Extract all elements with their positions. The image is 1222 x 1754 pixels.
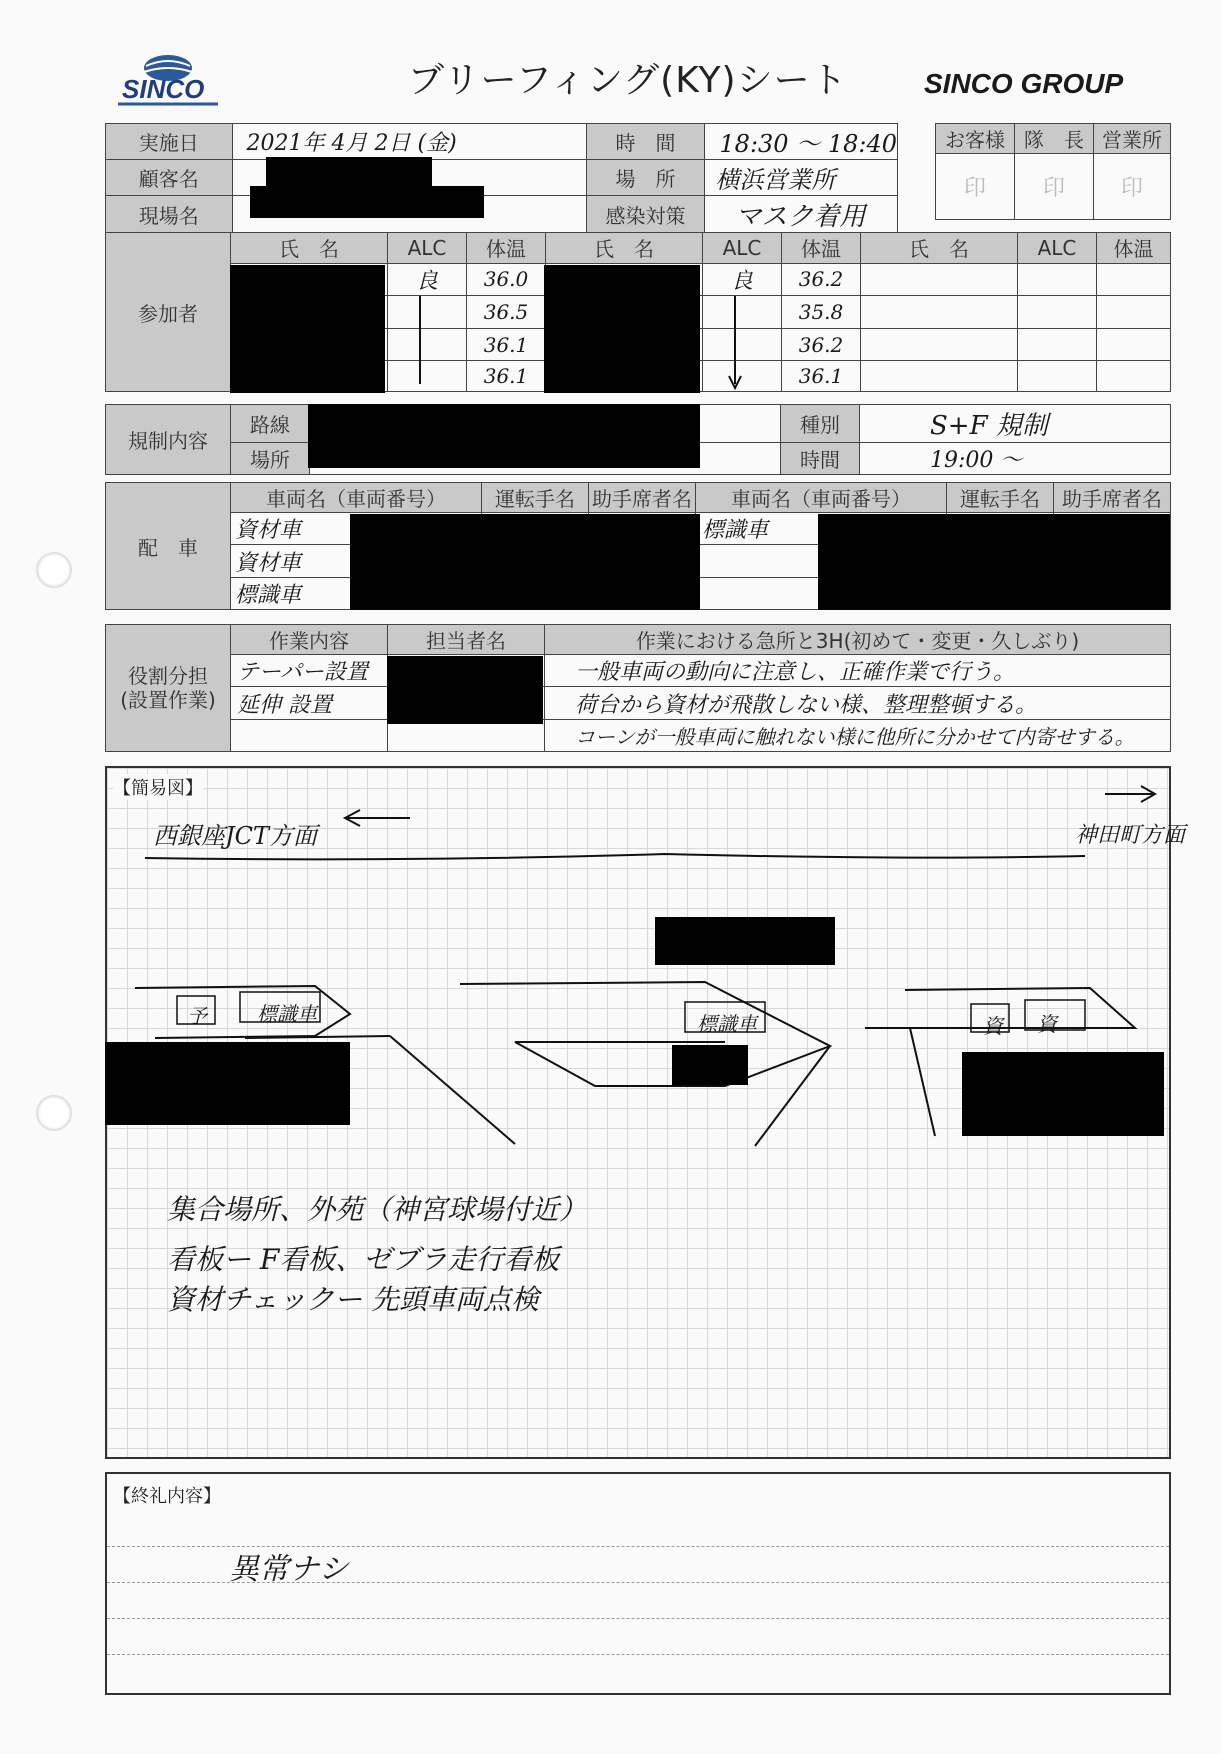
redacted-person bbox=[387, 656, 543, 724]
punch-hole-top bbox=[36, 552, 72, 588]
place-label: 場 所 bbox=[615, 167, 676, 191]
closing-label: 【終礼内容】 bbox=[113, 1486, 221, 1507]
stamp-mark-customer: 印 bbox=[963, 176, 986, 201]
left-direction: 西銀座JCT方面 bbox=[153, 822, 317, 850]
note-2: 看板ー F看板、ゼブラ走行看板 bbox=[167, 1243, 560, 1276]
roles-table bbox=[105, 624, 1171, 752]
regulation-place-label: 場所 bbox=[250, 448, 290, 472]
stamp-header-captain: 隊 長 bbox=[1024, 128, 1084, 152]
point-1: 一般車両の動向に注意し、正確作業で行う。 bbox=[575, 660, 1016, 686]
closing-text: 異常ナシ bbox=[229, 1552, 349, 1587]
redacted-route bbox=[308, 404, 700, 468]
time-label: 時 間 bbox=[615, 131, 676, 155]
col-vehicle-2: 車両名（車両番号） bbox=[731, 487, 911, 512]
arrow-left bbox=[345, 810, 410, 826]
alc-value-2: 良 bbox=[730, 268, 753, 294]
col-alc-2: ALC bbox=[722, 235, 762, 260]
center-trapezoid bbox=[460, 982, 830, 1086]
sign-left-2: 標識車 bbox=[257, 1002, 317, 1026]
sketch-label: 【簡易図】 bbox=[113, 774, 203, 800]
col-assistant-2: 助手席者名 bbox=[1062, 487, 1162, 512]
col-name-1: 氏 名 bbox=[279, 237, 339, 262]
right-direction: 神田町方面 bbox=[1075, 823, 1186, 848]
sign-left-1: 予 bbox=[187, 1004, 207, 1028]
type-label: 種別 bbox=[800, 413, 840, 437]
col-alc-3: ALC bbox=[1037, 235, 1077, 260]
col-temp-1: 体温 bbox=[486, 237, 526, 262]
time-value: 18:30 〜 18:40 bbox=[719, 130, 897, 158]
left-diagonal bbox=[390, 1036, 515, 1144]
col-vehicle-1: 車両名（車両番号） bbox=[266, 487, 446, 512]
sign-box-left-1 bbox=[177, 996, 215, 1024]
site-label: 現場名 bbox=[138, 204, 199, 228]
participants-label: 参加者 bbox=[138, 301, 198, 326]
logo-left-text: SINCO bbox=[122, 74, 205, 104]
col-name-2: 氏 名 bbox=[594, 237, 654, 262]
redacted-sketch-left bbox=[105, 1042, 350, 1125]
date-value: 2021年 4月 2日 (金) bbox=[246, 131, 457, 156]
vehicle-left-1: 資材車 bbox=[235, 518, 302, 544]
bay-left bbox=[135, 986, 350, 1038]
temp-1-3: 36.1 bbox=[483, 332, 529, 357]
col-points: 作業における急所と3H(初めて・変更・久しぶり) bbox=[635, 629, 1080, 654]
point-2: 荷台から資材が飛散しない様、整理整頓する。 bbox=[575, 692, 1038, 718]
col-alc-1: ALC bbox=[407, 235, 447, 260]
stamp-mark-captain: 印 bbox=[1042, 176, 1065, 201]
right-diagonal bbox=[910, 1028, 935, 1136]
sign-center: 標識車 bbox=[697, 1012, 757, 1036]
type-value: S+F 規制 bbox=[930, 411, 1048, 441]
vehicle-left-2: 資材車 bbox=[235, 550, 302, 576]
sign-right-1: 資 bbox=[983, 1014, 1003, 1038]
sign-box-right-2 bbox=[1025, 1000, 1085, 1030]
redacted-sketch-center bbox=[672, 1045, 748, 1085]
note-1: 集合場所、外苑（神宮球場付近） bbox=[167, 1193, 588, 1226]
stamp-header-customer: お客様 bbox=[945, 128, 1005, 152]
infection-value: マスク着用 bbox=[735, 202, 866, 232]
col-temp-2: 体温 bbox=[801, 237, 841, 262]
stamp-header-office: 営業所 bbox=[1102, 128, 1162, 152]
vehicle-left-3: 標識車 bbox=[235, 582, 302, 608]
page-title: ブリーフィング(KY)シート bbox=[408, 60, 848, 101]
work-item-2: 延伸 設置 bbox=[237, 692, 332, 718]
stamp-mark-office: 印 bbox=[1120, 176, 1143, 201]
col-person: 担当者名 bbox=[426, 629, 506, 654]
redacted-vehicles-left bbox=[350, 514, 700, 610]
vehicle-right-1: 標識車 bbox=[702, 518, 769, 544]
arrow-right bbox=[1105, 786, 1155, 802]
temp-1-2: 36.5 bbox=[483, 299, 529, 324]
bay-right bbox=[865, 988, 1135, 1028]
regulation-time-value: 19:00 〜 bbox=[930, 448, 1023, 473]
route-label: 路線 bbox=[250, 413, 290, 437]
alc-ditto-lines bbox=[0, 0, 1222, 400]
date-label: 実施日 bbox=[138, 131, 199, 155]
customer-label: 顧客名 bbox=[138, 167, 199, 191]
redacted-vehicles-right bbox=[818, 514, 1170, 610]
place-value: 横浜営業所 bbox=[715, 166, 836, 194]
regulation-time-label: 時間 bbox=[800, 448, 840, 472]
temp-2-2: 35.8 bbox=[798, 299, 844, 324]
temp-1-4: 36.1 bbox=[483, 364, 529, 389]
temp-2-1: 36.2 bbox=[798, 267, 844, 292]
sign-box-left-2 bbox=[240, 992, 320, 1022]
col-driver-1: 運転手名 bbox=[495, 487, 575, 512]
note-3: 資材チェックー 先頭車両点検 bbox=[167, 1283, 540, 1316]
work-item-1: テーパー設置 bbox=[237, 660, 368, 686]
sign-right-2: 資 bbox=[1037, 1012, 1057, 1036]
regulation-label: 規制内容 bbox=[128, 429, 208, 453]
temp-2-3: 36.2 bbox=[798, 332, 844, 357]
temp-1-1: 36.0 bbox=[483, 267, 529, 292]
alc-value-1: 良 bbox=[415, 268, 438, 294]
redacted-sketch-top bbox=[655, 917, 835, 965]
closing-area bbox=[105, 1472, 1171, 1695]
col-temp-3: 体温 bbox=[1113, 237, 1154, 262]
roles-label: 役割分担 (設置作業) bbox=[120, 664, 216, 712]
col-assistant-1: 助手席者名 bbox=[592, 487, 692, 512]
infection-label: 感染対策 bbox=[605, 204, 686, 228]
temp-2-4: 36.1 bbox=[798, 364, 844, 389]
point-3: コーンが一般車両に触れない様に他所に分かせて内寄せする。 bbox=[575, 724, 1135, 749]
col-name-3: 氏 名 bbox=[909, 237, 969, 262]
logo-right: SINCO GROUP bbox=[924, 68, 1124, 99]
col-driver-2: 運転手名 bbox=[960, 487, 1040, 512]
redacted-sketch-right bbox=[962, 1052, 1164, 1136]
vehicles-label: 配 車 bbox=[138, 535, 198, 560]
closing-line-3 bbox=[107, 1618, 1169, 1619]
col-work: 作業内容 bbox=[269, 629, 349, 654]
punch-hole-bottom bbox=[36, 1095, 72, 1131]
closing-line-4 bbox=[107, 1654, 1169, 1655]
road-top-line bbox=[145, 854, 1085, 859]
